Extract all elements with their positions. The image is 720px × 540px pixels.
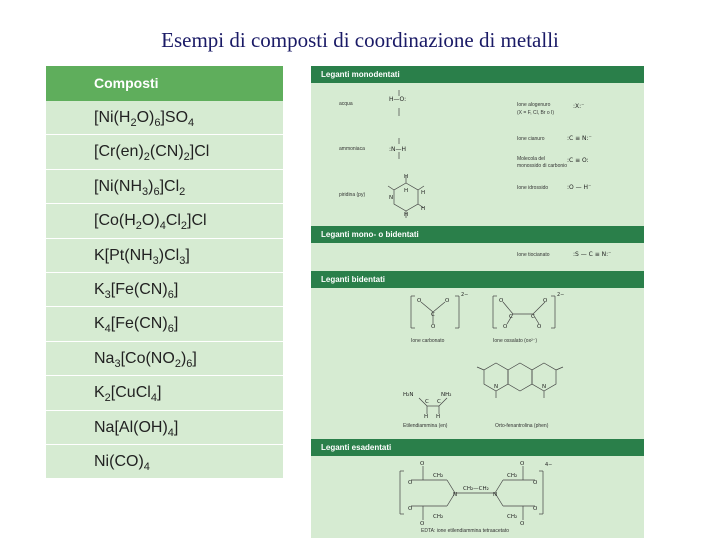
svg-text:H: H [424, 414, 429, 420]
formula-monossido: :C ≡ O: [567, 157, 589, 164]
table-row: $K_2[CuCl_4]$ [46, 376, 283, 410]
formula-nh3: :N—H [389, 146, 407, 153]
label-edta: EDTA: ione etilendiammina tetraacetato [421, 528, 510, 534]
ligand-structures-drawing [311, 66, 644, 538]
svg-text:O: O [520, 521, 525, 527]
svg-text:N: N [494, 384, 499, 390]
svg-text:N: N [493, 492, 498, 498]
label-idrossido: Ione idrossido [517, 185, 549, 191]
label-etilendiammina: Etilendiammina (en) [403, 423, 448, 429]
table-row: $Na[Al(OH)_4]$ [46, 411, 283, 445]
svg-text:CH₂: CH₂ [433, 473, 444, 479]
svg-text:C: C [509, 314, 513, 320]
svg-text:O: O [537, 324, 542, 330]
table-row: $K_4[Fe(CN)_6]$ [46, 307, 283, 341]
svg-text:N: N [389, 195, 394, 201]
svg-text:O: O [420, 521, 425, 527]
table-row: $Ni(CO)_4$ [46, 445, 283, 479]
carbonato-charge: 2− [461, 292, 469, 298]
svg-text:N: N [453, 492, 458, 498]
svg-text:O: O [520, 461, 525, 467]
label-alogenuro-x: (X = F, Cl, Br o I) [517, 110, 555, 116]
label-carbonato: Ione carbonato [411, 338, 445, 344]
en-nh2-left: H₂N [403, 392, 414, 398]
table-row: $[Ni(H_2O)_6]SO_4$ [46, 101, 283, 135]
svg-text:O: O [417, 298, 422, 304]
compounds-table [46, 66, 283, 479]
svg-text:O: O [533, 506, 538, 512]
svg-text:CH₂—CH₂: CH₂—CH₂ [463, 486, 489, 492]
svg-text:C: C [437, 399, 441, 405]
svg-text:C: C [425, 399, 429, 405]
formula-cianuro: :C ≡ N:⁻ [567, 135, 592, 142]
section-header-bidentati: Leganti bidentati [311, 271, 644, 288]
label-fenantrolina: Orto-fenantrolina (phen) [495, 423, 549, 429]
svg-text:C: C [531, 314, 535, 320]
label-ossalato: Ione ossalato (ox²⁻) [493, 338, 538, 344]
svg-text:O: O [445, 298, 450, 304]
section-header-esadentati: Leganti esadentati [311, 439, 644, 456]
formula-tiocianato: :S — C ≡ N:⁻ [573, 251, 612, 258]
svg-text:CH₂: CH₂ [507, 473, 518, 479]
svg-text:O: O [543, 298, 548, 304]
table-row: $K[Pt(NH_3)Cl_3]$ [46, 239, 283, 273]
svg-text:CH₂: CH₂ [433, 514, 444, 520]
formula-alogenuro: :X:⁻ [573, 103, 585, 110]
section-header-monodentati: Leganti monodentati [311, 66, 644, 83]
svg-text:H: H [421, 206, 426, 212]
svg-text:O: O [503, 324, 508, 330]
page-title: Esempi di composti di coordinazione di metalli [161, 28, 559, 52]
svg-text:CH₂: CH₂ [507, 514, 518, 520]
label-acqua: acqua [339, 101, 353, 107]
svg-text:O: O [408, 506, 413, 512]
table-row: $K_3[Fe(CN)_6]$ [46, 273, 283, 307]
en-nh2-right: NH₂ [441, 392, 452, 398]
label-piridina: piridina (py) [339, 192, 366, 198]
svg-text:H: H [436, 414, 441, 420]
label-monossido-1: Molecola del [517, 156, 546, 162]
formula-h2o: H—O: [389, 96, 407, 103]
svg-text:C: C [431, 312, 435, 318]
svg-text:H: H [404, 188, 409, 194]
svg-text:O: O [420, 461, 425, 467]
table-row: $[Co(H_2O)_4Cl_2]Cl$ [46, 204, 283, 238]
svg-text:O: O [408, 480, 413, 486]
svg-text:O: O [499, 298, 504, 304]
table-row: $[Ni(NH_3)_6]Cl_2$ [46, 170, 283, 204]
phen-ring-middle [508, 363, 532, 391]
ligands-panel [311, 66, 644, 538]
edta-charge: 4− [545, 462, 553, 468]
svg-text:O: O [533, 480, 538, 486]
table-header: Composti [46, 66, 283, 101]
svg-text:N: N [542, 384, 547, 390]
label-ammoniaca: ammoniaca [339, 146, 365, 152]
label-monossido-2: monossido di carbonio [517, 163, 568, 169]
svg-text:H: H [421, 190, 426, 196]
svg-text:H: H [404, 174, 409, 180]
svg-text:H: H [404, 212, 409, 218]
formula-idrossido: :O — H⁻ [567, 184, 592, 191]
label-alogenuro: Ione alogenuro [517, 102, 551, 108]
table-row: $Na_3[Co(NO_2)_6]$ [46, 342, 283, 376]
label-tiocianato: Ione tiocianato [517, 252, 550, 258]
ossalato-charge: 2− [557, 292, 565, 298]
section-header-mono-bidentati: Leganti mono- o bidentati [311, 226, 644, 243]
table-row: $[Cr(en)_2(CN)_2]Cl$ [46, 135, 283, 169]
label-cianuro: Ione cianuro [517, 136, 545, 142]
svg-text:O: O [431, 324, 436, 330]
